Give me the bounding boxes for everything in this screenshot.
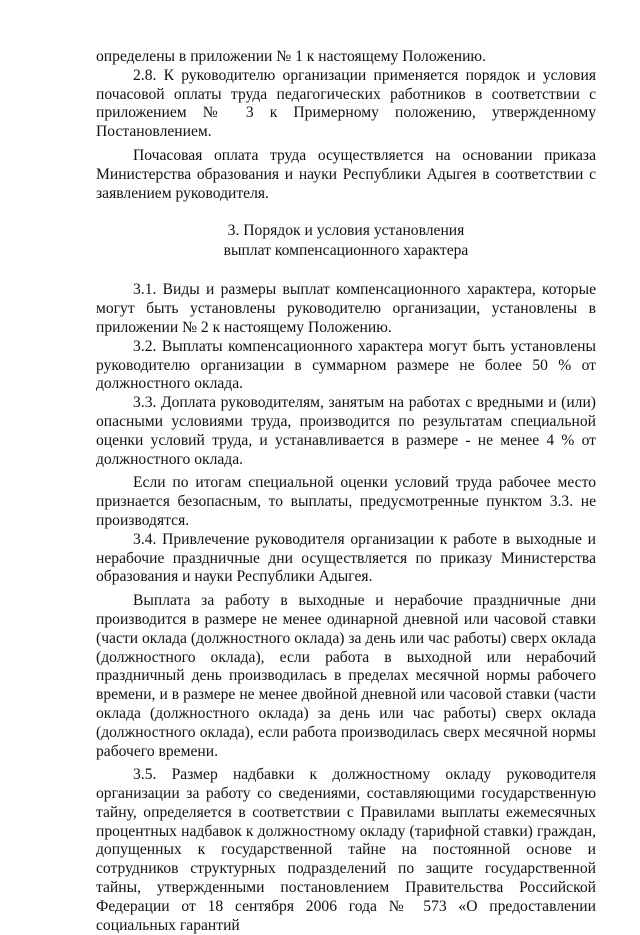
paragraph-hourly-pay: Почасовая оплата труда осуществляется на основании приказа Министерства образования и науки Республики Адыгея в соответствии с заявлением руководителя. (96, 146, 596, 202)
section-heading (96, 221, 596, 261)
section-heading-line1: 3. Порядок и условия установления (227, 222, 465, 240)
paragraph-2-8: 2.8. К руководителю организации применяется порядок и условия почасовой оплаты труда педагогических работников в соответствии с приложением № 3 к Примерному положению, утвержденному Постановлением. (96, 66, 596, 141)
paragraph-appendix-ref: определены в приложении № 1 к настоящему Положению. (96, 48, 486, 65)
paragraph-3-3: 3.3. Доплата руководителям, занятым на работах с вредными и (или) опасными условиями труда, производится по результатам специальной оценки условий труда, и устанавливается в размере - не менее 4 % от должностного оклада. (96, 394, 596, 468)
paragraph-3-4: 3.4. Привлечение руководителя организации к работе в выходные и нерабочие праздничные дни осуществляется по приказу Министерства образования и науки Республики Адыгея. (96, 530, 596, 586)
paragraph-holiday-pay: Выплата за работу в выходные и нерабочие праздничные дни производится в размере не менее одинарной дневной или часовой ставки (части оклада (должностного оклада) за день или час работы) сверх оклада (должностного оклада), если работа в выходной или нерабочий праздничный день производилась в пределах месячной нормы рабочего времени, и в размере не менее двойной дневной или часовой ставки (части оклада (должностного оклада) за день или час работы) сверх оклада (должностного оклада), если работа производилась сверх месячной нормы рабочего времени. (96, 592, 596, 760)
paragraph-3-5: 3.5. Размер надбавки к должностному окладу руководителя организации за работу со сведениями, составляющими государственную тайну, определяется в соответствии с Правилами выплаты ежемесячных процентных надбавок к должностному окладу (тарифной ставки) граждан, допущенных к государственной тайне на постоянной основе и сотрудников структурных подразделений по защите государственной тайны, утвержденными постановлением Правительства Российской Федерации от 18 сентября 2006 года № 573 «О предоставлении социальных гарантий (96, 766, 596, 934)
paragraph-3-1: 3.1. Виды и размеры выплат компенсационного характера, которые могут быть установлены руководителю организации, установлены в приложении № 2 к настоящему Положению. (96, 281, 596, 336)
paragraph-3-2: 3.2. Выплаты компенсационного характера могут быть установлены руководителю организации в суммарном размере не более 50 % от должностного оклада. (96, 337, 596, 393)
section-heading-line2: выплат компенсационного характера (223, 242, 469, 260)
paragraph-safe-workplace: Если по итогам специальной оценки условий труда рабочее место признается безопасным, то выплаты, предусмотренные пунктом 3.3. не производятся. (96, 474, 596, 529)
